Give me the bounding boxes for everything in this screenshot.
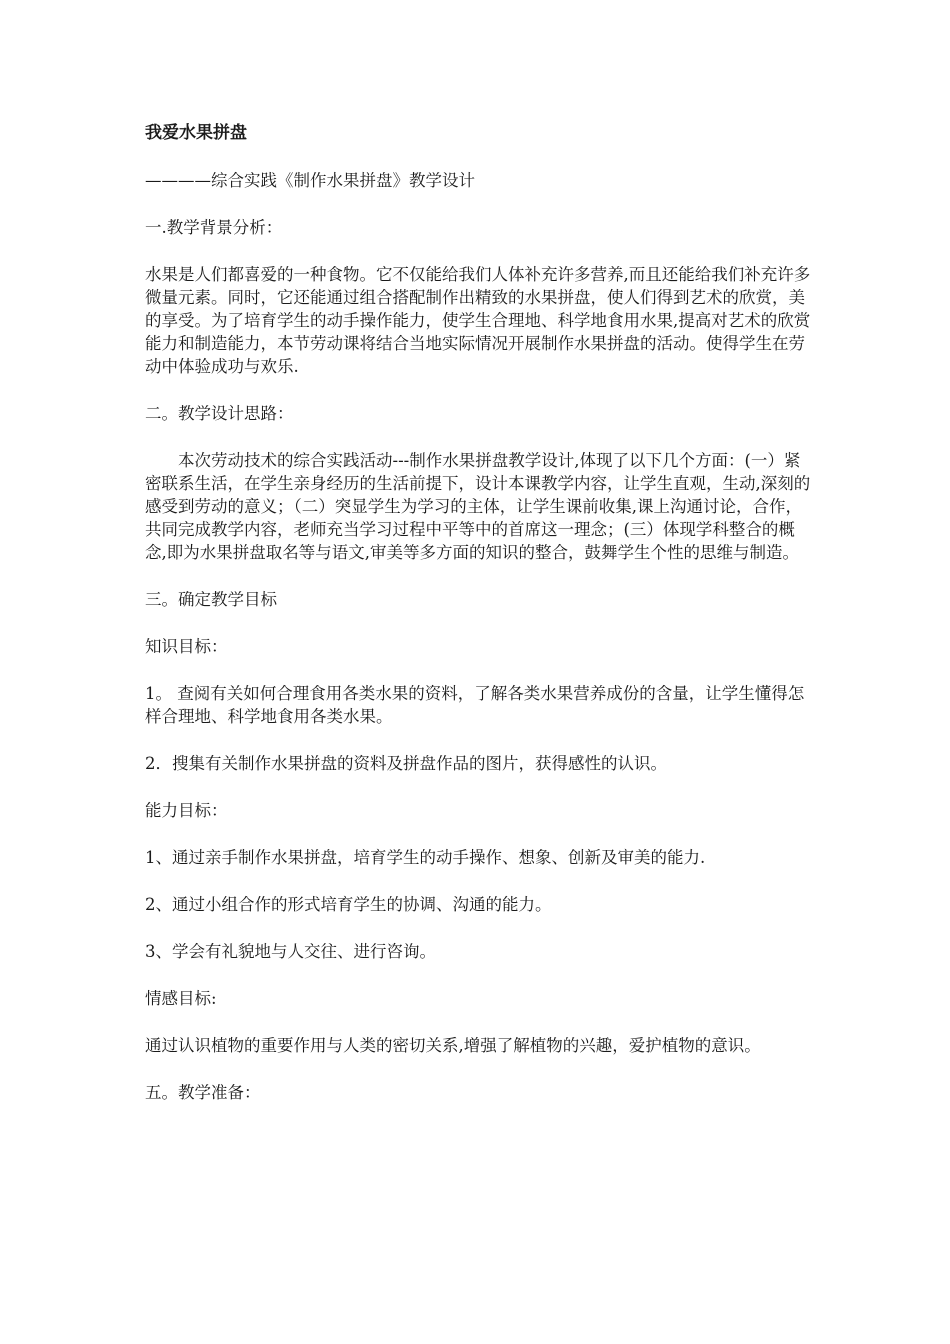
- ability-goal-item: 1、通过亲手制作水果拼盘，培育学生的动手操作、想象、创新及审美的能力.: [145, 848, 706, 867]
- ability-goal-item: 2、通过小组合作的形式培育学生的协调、沟通的能力。: [145, 895, 552, 914]
- section-heading-design: 二。教学设计思路：: [145, 404, 294, 423]
- section-heading-background: 一.教学背景分析：: [145, 218, 283, 237]
- document-subtitle: ————综合实践《制作水果拼盘》教学设计: [145, 171, 475, 190]
- ability-goal-item: 3、学会有礼貌地与人交往、进行咨询。: [145, 942, 436, 961]
- section-heading-preparation: 五。教学准备：: [145, 1083, 261, 1102]
- paragraph-emotion-goals: 通过认识植物的重要作用与人类的密切关系,增强了解植物的兴趣，爱护植物的意识。: [145, 1036, 761, 1055]
- document-page: [145, 122, 813, 1128]
- subheading-ability-goals: 能力目标：: [145, 801, 228, 820]
- paragraph-design: 本次劳动技术的综合实践活动---制作水果拼盘教学设计,体现了以下几个方面：(一）紧密联系生活，在学生亲身经历的生活前提下，设计本课教学内容，让学生直观，生动,深刻的感受到劳动的意义；（二）突显学生为学习的主体，让学生课前收集,课上沟通讨论，合作，共同完成教学内容，老师充当学习过程中平等中的首席这一理念；(三）体现学科整合的概念,即为水果拼盘取名等与语文,审美等多方面的知识的整合，鼓舞学生个性的思维与制造。: [145, 451, 811, 562]
- knowledge-goal-item: 2．搜集有关制作水果拼盘的资料及拼盘作品的图片，获得感性的认识。: [145, 754, 667, 773]
- section-heading-goals: 三。确定教学目标: [145, 590, 277, 609]
- subheading-knowledge-goals: 知识目标：: [145, 637, 228, 656]
- document-title: 我爱水果拼盘: [145, 123, 247, 143]
- subheading-emotion-goals: 情感目标:: [145, 989, 217, 1008]
- paragraph-background: 水果是人们都喜爱的一种食物。它不仅能给我们人体补充许多营养,而且还能给我们补充许多微量元素。同时，它还能通过组合搭配制作出精致的水果拼盘，使人们得到艺术的欣赏，美的享受。为了培育学生的动手操作能力，使学生合理地、科学地食用水果,提高对艺术的欣赏能力和制造能力，本节劳动课将结合当地实际情况开展制作水果拼盘的活动。使得学生在劳动中体验成功与欢乐.: [145, 265, 811, 376]
- knowledge-goal-item: 1。 查阅有关如何合理食用各类水果的资料，了解各类水果营养成份的含量，让学生懂得怎样合理地、科学地食用各类水果。: [145, 684, 805, 726]
